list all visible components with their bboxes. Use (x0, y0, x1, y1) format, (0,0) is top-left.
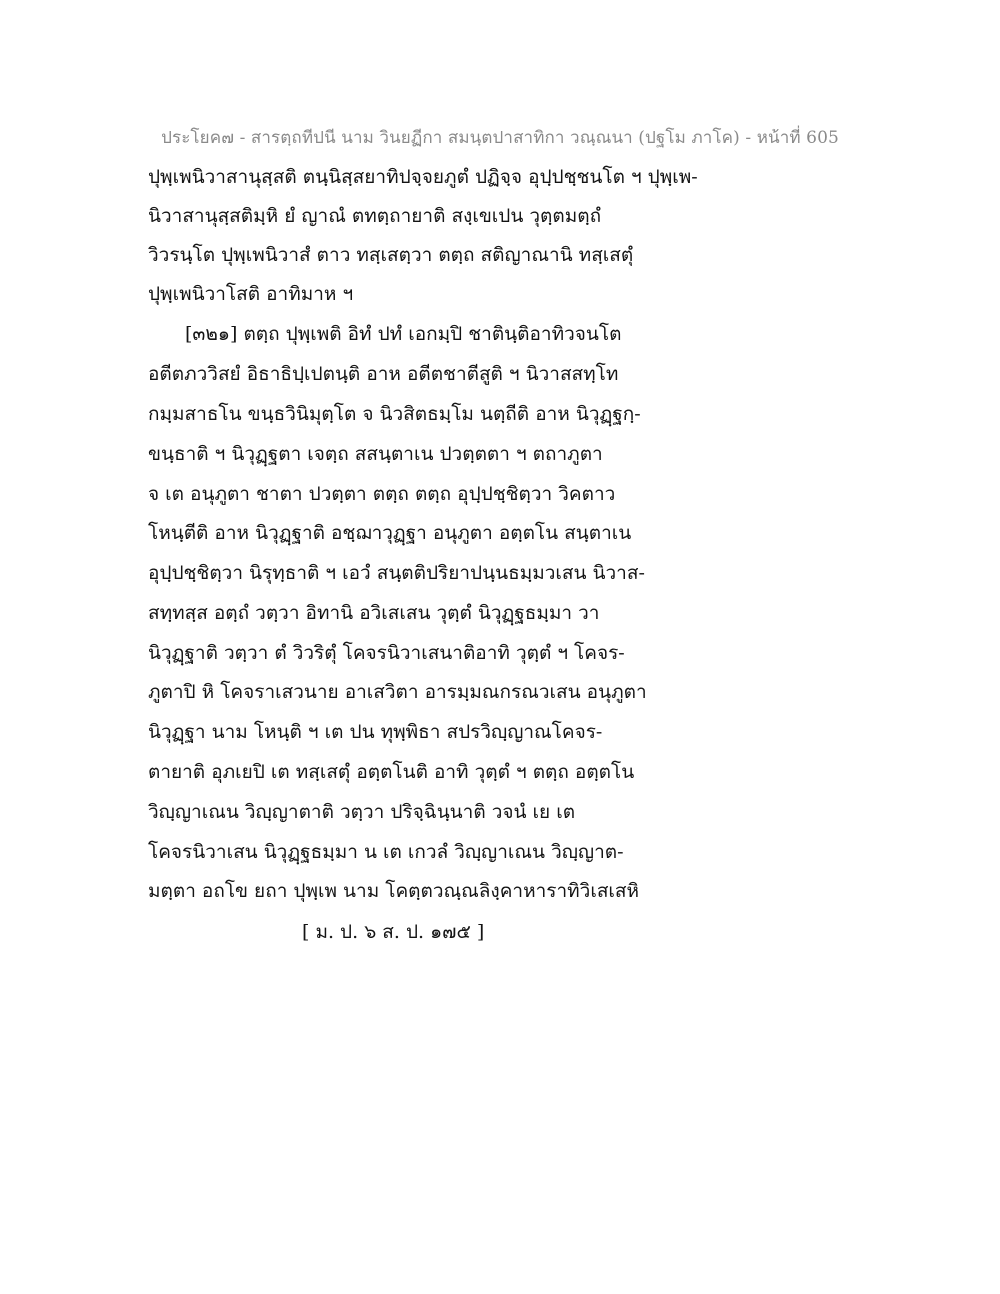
text-line: นิวุฏฺฐา นาม โหนฺติ ฯ เต ปน ทุพฺพิธา สปรวิญฺญาณโคจร- (148, 721, 603, 743)
text-line: อตีตภววิสยํ อิธาธิปฺเปตนฺติ อาห อตีตชาตีสูติ ฯ นิวาสสทฺโท (148, 363, 619, 385)
text-line: ปุพฺเพนิวาสานุสฺสติ ตนฺนิสฺสยาทิปจฺจยภูตํ ปฏิจฺจ อุปฺปชฺชนโต ฯ ปุพฺเพ- (148, 166, 698, 188)
text-line: นิวุฏฺฐาติ วตฺวา ตํ วิวริตุํ โคจรนิวาเสนาติอาทิ วุตฺตํ ฯ โคจร- (148, 642, 625, 664)
text-line: กมฺมสาธโน ขนฺธวินิมุตฺโต จ นิวสิตธมฺโม นตฺถีติ อาห นิวุฏฺฐกฺ- (148, 403, 641, 425)
text-line: จ เต อนุภูตา ชาตา ปวตฺตา ตตฺถ ตตฺถ อุปฺปชฺชิตฺวา วิคตาว (148, 483, 616, 505)
text-line: ภูตาปิ หิ โคจราเสวนาย อาเสวิตา อารมฺมณกรณวเสน อนุภูตา (148, 681, 647, 703)
page-reference: [ ม. ป. ๖ ส. ป. ๑๗๕ ] (302, 921, 485, 943)
text-line: โคจรนิวาเสน นิวุฏฺฐธมฺมา น เต เกวลํ วิญฺญาเณน วิญฺญาต- (148, 841, 624, 863)
text-line: วิญฺญาเณน วิญฺญาตาติ วตฺวา ปริจฺฉินฺนาติ วจนํ เย เต (148, 801, 576, 823)
text-line: วิวรนฺโต ปุพฺเพนิวาสํ ตาว ทสฺเสตฺวา ตตฺถ สติญาณานิ ทสฺเสตุํ (148, 244, 634, 266)
text-line: สทฺทสฺส อตฺถํ วตฺวา อิทานิ อวิเสเสน วุตฺตํ นิวุฏฺฐธมฺมา วา (148, 602, 600, 624)
text-line: ขนฺธาติ ฯ นิวุฏฺฐตา เจตฺถ สสนฺตาเน ปวตฺตตา ฯ ตถาภูตา (148, 443, 603, 465)
text-line: [๓๒๑] ตตฺถ ปุพฺเพติ อิทํ ปทํ เอกมฺปิ ชาตินฺติอาทิวจนโต (185, 323, 622, 345)
page-header: ประโยค๗ - สารตฺถทีปนี นาม วินยฏีกา สมนฺตปาสาทิกา วณฺณนา (ปฐโม ภาโค) - หน้าที่ 605 (161, 128, 839, 148)
text-line: อุปฺปชฺชิตฺวา นิรุทฺธาติ ฯ เอวํ สนฺตติปริยาปนฺนธมฺมวเสน นิวาส- (148, 562, 645, 584)
text-line: ตายาติ อุภเยปิ เต ทสฺเสตุํ อตฺตโนติ อาทิ วุตฺตํ ฯ ตตฺถ อตฺตโน (148, 761, 635, 783)
text-line: นิวาสานุสฺสติมฺหิ ยํ ญาณํ ตทตฺถายาติ สงฺเขเปน วุตฺตมตฺถํ (148, 205, 602, 227)
text-line: โหนฺตีติ อาห นิวุฏฺฐาติ อชฺฌาวุฏฺฐา อนุภูตา อตฺตโน สนฺตาเน (148, 522, 632, 544)
text-line: ปุพฺเพนิวาโสติ อาทิมาห ฯ (148, 283, 354, 305)
text-line: มตฺตา อถโข ยถา ปุพฺเพ นาม โคตฺตวณฺณลิงฺคาหาราทิวิเสเสหิ (148, 880, 640, 902)
